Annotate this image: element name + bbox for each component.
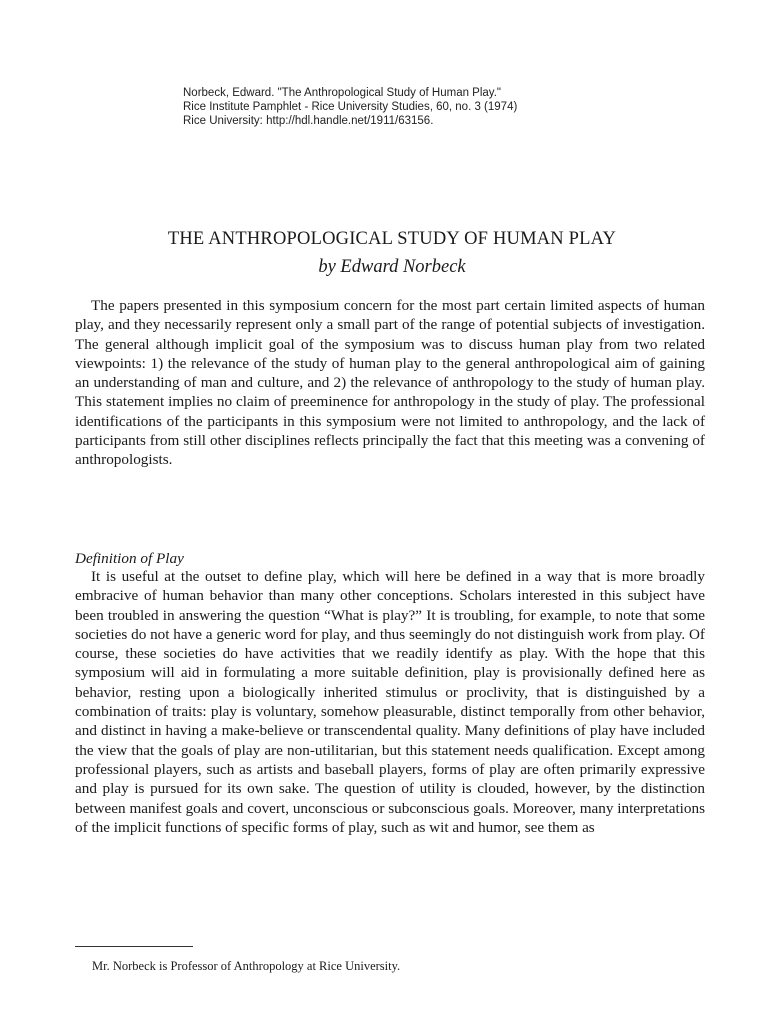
article-byline: by Edward Norbeck (318, 257, 466, 277)
paragraph-definition: It is useful at the outset to define play, which will here be defined in a way that is more broadly embracive of human behavior than many other conceptions. Scholars interested in this subject have been troubled in answering the question “What is play?” It is troubling, for example, to note that some societies do not have a generic word for play, and thus seemingly do not distinguish work from play. Of course, these societies do have activities that we readily identify as play. With the hope that this symposium will aid in formulating a more suitable definition, play is provisionally defined here as behavior, resting upon a biologically inherited stimulus or proclivity, that is distinguished by a combination of traits: play is voluntary, somehow pleasurable, distinct temporally from other behavior, and distinct in having a make-believe or transcendental quality. Many definitions of play have included the view that the goals of play are non-utilitarian, but this statement needs qualification. Except among professional players, such as artists and baseball players, forms of play are often primarily expressive and play is pursued for its own sake. The question of utility is clouded, however, by the distinction between manifest goals and covert, unconscious or subconscious goals. Moreover, many interpretations of the implicit functions of specific forms of play, such as wit and humor, see them as (75, 568, 705, 836)
section-heading: Definition of Play (75, 550, 184, 567)
citation-line-3: Rice University: http://hdl.handle.net/1911/63156. (183, 115, 434, 127)
intro-section (75, 296, 705, 470)
footnote-divider (75, 946, 193, 947)
citation-block (183, 86, 663, 128)
article-title: THE ANTHROPOLOGICAL STUDY OF HUMAN PLAY (167, 229, 617, 249)
definition-section (75, 567, 705, 837)
citation-line-2: Rice Institute Pamphlet - Rice University Studies, 60, no. 3 (1974) (183, 101, 518, 113)
author-footnote: Mr. Norbeck is Professor of Anthropology at Rice University. (92, 959, 401, 973)
citation-line-1: Norbeck, Edward. "The Anthropological Study of Human Play." (183, 87, 501, 99)
paragraph-intro: The papers presented in this symposium concern for the most part certain limited aspects of human play, and they necessarily represent only a small part of the range of potential subjects of investigation. The general although implicit goal of the symposium was to discuss human play from two related viewpoints: 1) the relevance of the study of human play to the general anthropological aim of gaining an understanding of man and culture, and 2) the relevance of anthropology to the study of human play. This statement implies no claim of preeminence for anthropology in the study of play. The professional identifications of the participants in this symposium were not limited to anthropology, and the lack of participants from still other disciplines reflects principally the fact that this meeting was a convening of anthropologists. (75, 297, 705, 469)
